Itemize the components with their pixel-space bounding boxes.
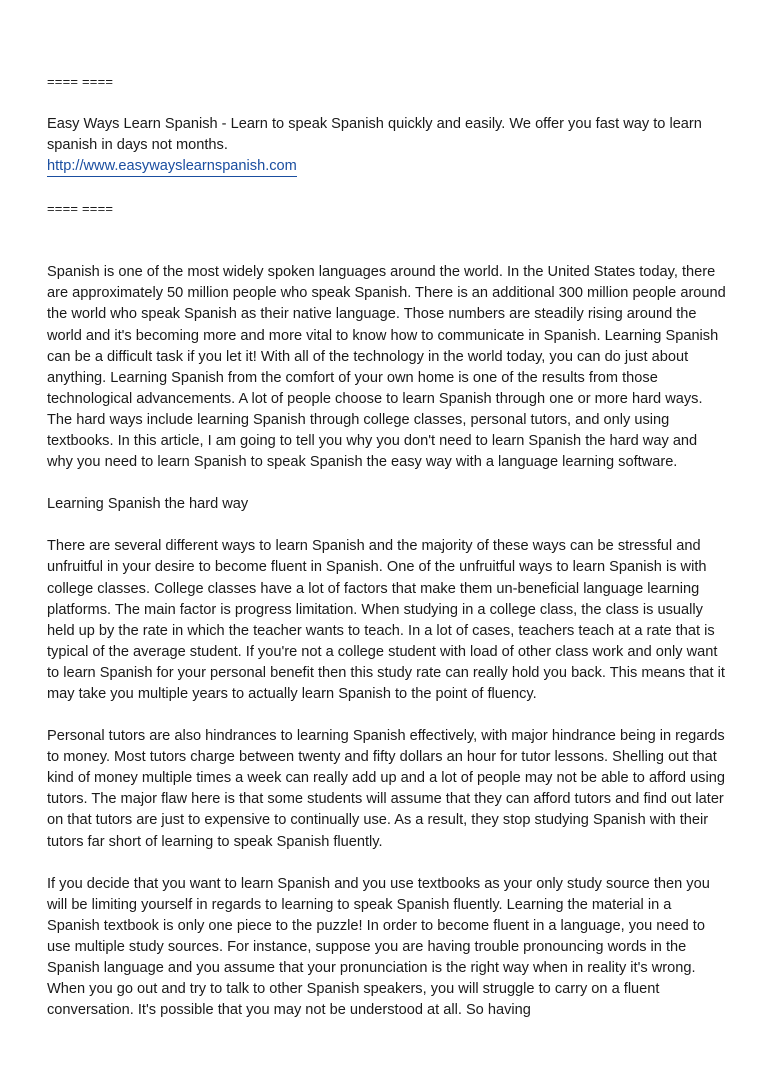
- section-heading: Learning Spanish the hard way: [47, 496, 249, 513]
- separator-top: ==== ====: [47, 74, 114, 89]
- paragraph-college-classes: There are several different ways to learn Spanish and the majority of these ways can be stressful and unfruitful in your desire to become fluent in Spanish. One of the unfruitful ways to learn Spanish is with college classes. College classes have a lot of factors that make them un-beneficial language learning platforms. The main factor is progress limitation. When studying in a college class, the class is usually held up by the rate in which the teacher wants to teach. In a lot of cases, teachers teach at a rate that is typical of the average student. If you're not a college student with load of other class work and only want to learn Spanish for your personal benefit then this study rate can really hold you back. This means that it may take you multiple years to actually learn Spanish to the point of fluency.: [47, 538, 725, 702]
- paragraph-personal-tutors: Personal tutors are also hindrances to learning Spanish effectively, with major hindrance being in regards to money. Most tutors charge between twenty and fifty dollars an hour for tutor lessons. Shelling out that kind of money multiple times a week can really add up and a lot of people may not be able to afford using tutors. The major flaw here is that some students will assume that they can afford tutors and find out later on that tutors are just to expensive to continually use. As a result, they stop studying Spanish with their tutors far short of learning to speak Spanish fluently.: [47, 728, 725, 850]
- document-page: [47, 71, 727, 1042]
- intro-block: [47, 114, 727, 177]
- paragraph-intro: Spanish is one of the most widely spoken languages around the world. In the United States today, there are approximately 50 million people who speak Spanish. There is an additional 300 million people around the world who speak Spanish as their native language. Those numbers are steadily rising around the world and it's becoming more and more vital to know how to communicate in Spanish. Learning Spanish can be a difficult task if you let it! With all of the technology in the world today, you can do just about anything. Learning Spanish from the comfort of your own home is one of the results from those technological advancements. A lot of people choose to learn Spanish through one or more hard ways. The hard ways include learning Spanish through college classes, personal tutors, and only using textbooks. In this article, I am going to tell you why you don't need to learn Spanish the hard way and why you need to learn Spanish to speak Spanish the easy way with a language learning software.: [47, 264, 726, 471]
- promo-link[interactable]: http://www.easywayslearnspanish.com: [47, 157, 297, 177]
- intro-text: Easy Ways Learn Spanish - Learn to speak Spanish quickly and easily. We offer you fast way to learn spanish in days not months.: [47, 116, 702, 154]
- paragraph-textbooks: If you decide that you want to learn Spanish and you use textbooks as your only study source then you will be limiting yourself in regards to learning to speak Spanish fluently. Learning the material in a Spanish textbook is only one piece to the puzzle! In order to become fluent in a language, you need to use multiple study sources. For instance, suppose you are having trouble pronouncing words in the Spanish language and you assume that your pronunciation is the right way when in reality it's wrong. When you go out and try to talk to other Spanish speakers, you will struggle to carry on a fluent conversation. It's possible that you may not be understood at all. So having: [47, 875, 710, 1019]
- separator-bottom: ==== ====: [47, 201, 114, 217]
